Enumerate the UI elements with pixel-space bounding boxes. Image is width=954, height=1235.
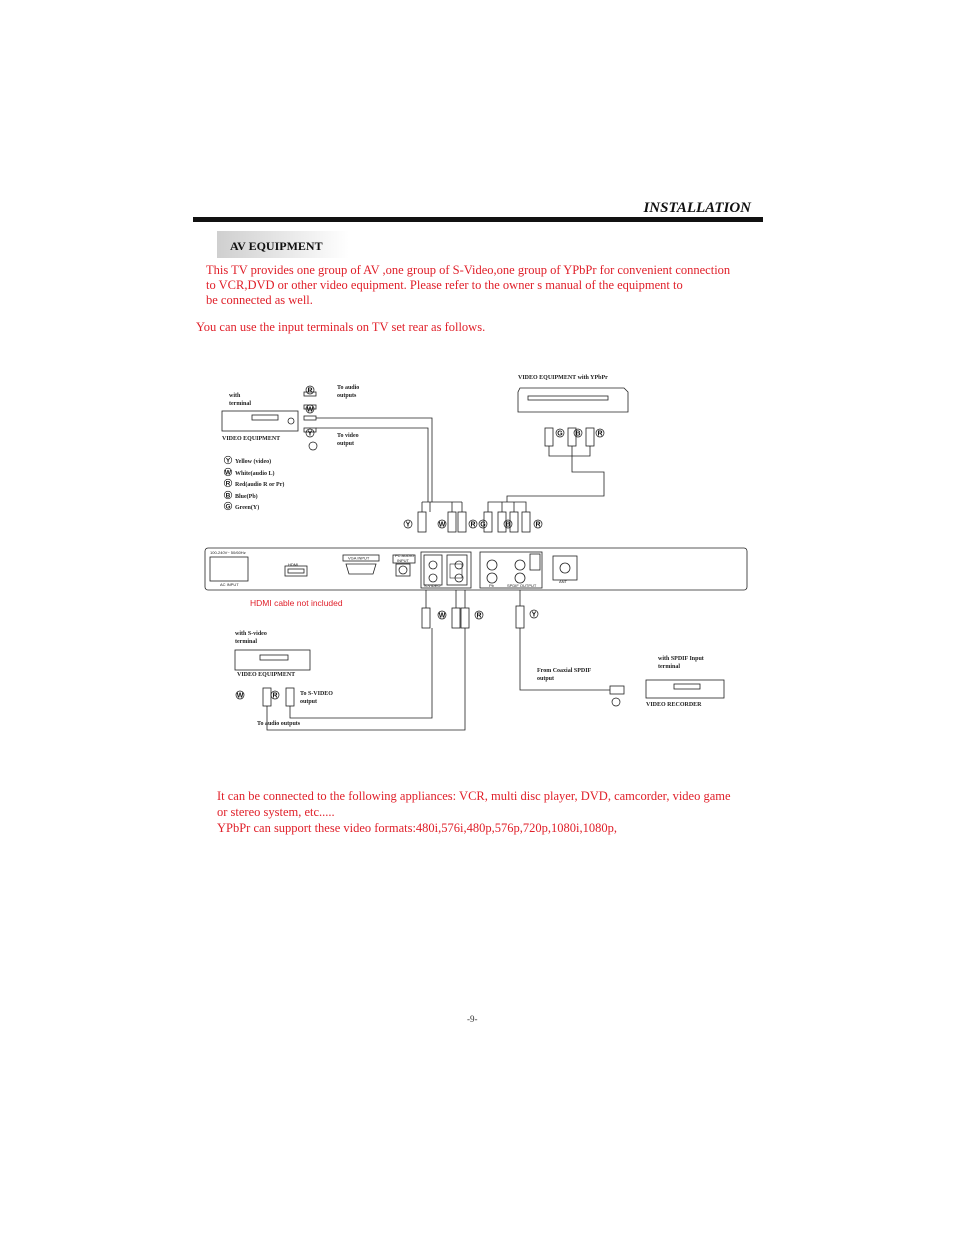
legend-key: B [225, 492, 231, 500]
svg-text:W: W [306, 406, 314, 414]
legend-item: White(audio L) [235, 470, 275, 477]
svg-text:R: R [272, 692, 278, 700]
legend-key: W [224, 469, 232, 477]
panel-pb: Pb [489, 583, 494, 588]
to-audio-outputs-label: To audio outputs [337, 385, 360, 399]
svg-text:G: G [480, 521, 486, 529]
to-svideo-output-label: To S-VIDEO output [300, 691, 333, 705]
legend-item: Red(audio R or Pr) [235, 482, 285, 489]
ypbpr-device-name: VIDEO EQUIPMENT with YPbPr [518, 375, 608, 381]
intro-line: to VCR,DVD or other video equipment. Please refer to the owner s manual of the equipment to [206, 278, 683, 292]
panel-pc-audio: PC AUDIO [395, 553, 415, 558]
svg-text:R: R [597, 430, 603, 438]
appliances-paragraph [217, 788, 747, 836]
svg-text:B: B [505, 521, 511, 529]
hdmi-note: HDMI cable not included [250, 598, 343, 608]
from-coaxial-label: From Coaxial SPDIF output [537, 668, 592, 682]
ypbpr-pb-jack [515, 560, 525, 570]
pc-audio-jack [399, 566, 407, 574]
intro-line: This TV provides one group of AV ,one group of S-Video,one group of YPbPr for convenient connection [206, 263, 731, 277]
panel-vga: VGA INPUT [348, 555, 370, 561]
top-device-label: with terminal [229, 393, 251, 407]
to-video-output-label: To video output [337, 433, 359, 447]
appliances-line: or stereo system, etc..... [217, 805, 335, 819]
svg-text:B: B [575, 430, 581, 438]
panel-ac-input: AC INPUT [220, 582, 239, 587]
legend-item: Green(Y) [235, 505, 260, 512]
svg-text:Y: Y [531, 611, 537, 619]
section-title: AV EQUIPMENT [230, 239, 323, 253]
intro-line: be connected as well. [206, 293, 313, 307]
legend-item: Yellow (video) [235, 459, 272, 465]
legend-key: Y [225, 457, 231, 465]
svg-text:Y: Y [307, 430, 313, 438]
color-legend [235, 457, 284, 515]
ypbpr-pr-jack [530, 554, 540, 570]
panel-pc-audio-2: INPUT [397, 558, 409, 563]
svideo-device-name: VIDEO EQUIPMENT [237, 672, 296, 678]
vga-port [346, 564, 376, 574]
svg-text:Y: Y [405, 521, 411, 529]
svg-text:R: R [307, 387, 313, 395]
svg-text:G: G [557, 430, 563, 438]
page-number: -9- [467, 1014, 478, 1024]
panel-ant: ANT [559, 579, 567, 584]
svg-text:W: W [438, 612, 446, 620]
tv-rear-panel [205, 548, 747, 590]
svg-text:W: W [236, 692, 244, 700]
legend-key: R [225, 480, 231, 488]
video-equipment-device [222, 411, 298, 431]
svg-text:R: R [476, 612, 482, 620]
recorder-name: VIDEO RECORDER [646, 702, 702, 708]
ant-port [553, 556, 577, 580]
page-title: INSTALLATION [643, 200, 751, 216]
appliances-line: YPbPr can support these video formats:480i,576i,480p,576p,720p,1080i,1080p, [217, 821, 617, 835]
svg-text:R: R [470, 521, 476, 529]
recorder-label: with SPDIF Input terminal [658, 656, 704, 670]
ypbpr-y-jack [487, 560, 497, 570]
panel-spdif: SPDIF OUTPUT [507, 583, 537, 588]
spdif-jack [515, 573, 525, 583]
svg-text:W: W [438, 521, 446, 529]
av-video-jack [429, 561, 437, 569]
svideo-jack [429, 574, 437, 582]
legend-item: Blue(Pb) [235, 493, 258, 500]
legend-key: G [225, 503, 231, 511]
top-device-name: VIDEO EQUIPMENT [222, 436, 281, 442]
rear-terminal-note: You can use the input terminals on TV set rear as follows. [196, 320, 486, 334]
ac-input-socket [210, 557, 248, 581]
panel-voltage: 100-240V~ 50/60Hz [210, 550, 246, 555]
panel-hdmi: HDMI [288, 562, 299, 567]
appliances-line: It can be connected to the following appliances: VCR, multi disc player, DVD, camcorder, video game [217, 789, 731, 803]
svideo-device-label: with S-video terminal [235, 631, 267, 645]
panel-svideo: S-VIDEO [424, 583, 441, 588]
to-audio-outputs-lower: To audio outputs [257, 721, 301, 727]
svg-text:R: R [535, 521, 541, 529]
